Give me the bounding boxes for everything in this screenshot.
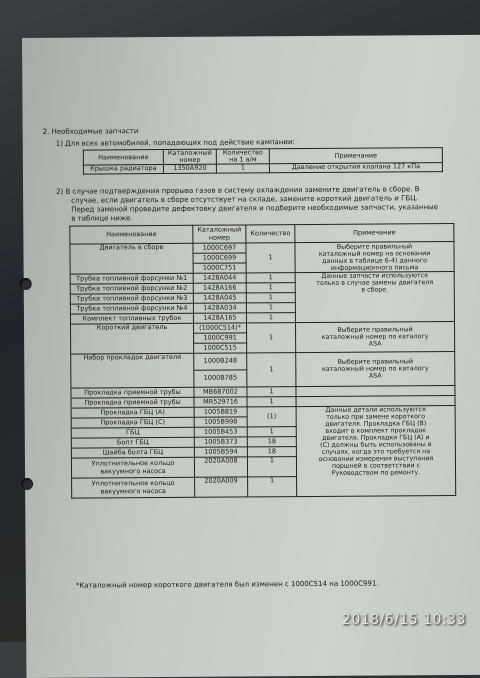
cell-qty: (1) [247, 407, 296, 427]
cell-part: MB687002 [194, 387, 247, 397]
header-cell: Каталожный номер [163, 149, 216, 165]
header-cell: Примечание [269, 148, 442, 165]
cell-name: Двигатель в сборе [70, 243, 193, 274]
cell-qty: 1 [246, 293, 295, 303]
table-row [83, 163, 442, 174]
note-line: Выберите правильный [337, 358, 413, 366]
header-cell: Количество [246, 225, 295, 243]
note-line: информационного письма [330, 263, 419, 272]
subsection-2-line: в таблице ниже. [71, 214, 133, 223]
cell-part: 1428A034 [193, 303, 246, 313]
cell-part: 1000C699 [193, 253, 246, 263]
photo-timestamp: 2018/6/15 10:33 [341, 612, 466, 628]
note-line: случаях, когда это требуется на [321, 448, 431, 456]
cell-name: Уплотнительное кольцо вакуумного насоса [72, 477, 195, 498]
cell-part: 1000C697 [193, 243, 246, 253]
subsection-1: 1) Для всех автомобилей, попадающих под действие кампании: [55, 138, 295, 148]
note-line: каталожный номер по каталогу [321, 365, 429, 373]
subsection-2-line: Перед заменой проведите дефектовку двигателя и подберите необходимые запчасти, указанные [71, 203, 439, 214]
cell-part: 1000C515 [194, 343, 247, 353]
cell-name: Трубка топливной форсунки №1 [70, 273, 193, 284]
note-line: двигателя. Прокладки ГБЦ (А) и [321, 434, 430, 442]
cell-part: 1428A166 [193, 283, 246, 293]
note-line: Выберите правильный [336, 242, 413, 251]
document-page [22, 35, 480, 678]
cell-qty: 1 [216, 164, 269, 173]
cell-part: 2020A008 [194, 457, 247, 477]
note-line: входит в комплект прокладок [325, 427, 427, 435]
note-line: Выберите правильный [337, 326, 413, 334]
cell-part: 1005B819 [194, 407, 247, 417]
cell-qty: 1 [246, 283, 295, 293]
cell-part: 1000B785 [194, 370, 247, 387]
cell-qty: 1 [246, 273, 295, 283]
cell-name: Прокладка ГБЦ (С) [71, 417, 194, 428]
cell-name: Прокладка приемной трубы [71, 387, 194, 398]
subsection-2-line: случае, если двигатель в сборе отсутствует на складе, замените короткий двигатель и ГБЦ. [71, 194, 418, 205]
note-line: основании измерения выступания [318, 455, 434, 463]
table-row [70, 321, 454, 334]
cell-qty: 1 [246, 313, 295, 323]
cell-qty: 18 [247, 437, 296, 447]
cell-part: 1005B594 [194, 447, 247, 457]
note-line: только в случае замены двигателя [316, 279, 434, 287]
cell-qty: 1 [247, 397, 296, 407]
subsection-2-line: 2) В случае подтверждения прорыва газов в систему охлаждения замените двигатель в сборе. В [56, 185, 420, 196]
note-line: двигателя. Прокладка ГБЦ (В) [325, 420, 427, 428]
cell-name: Уплотнительное кольцо вакуумного насоса [71, 457, 194, 478]
cell-part: 1428A165 [193, 313, 246, 323]
cell-part: 1000C991 [194, 333, 247, 343]
cell-part: 2020A009 [195, 477, 248, 497]
cell-note: Давление открытия клапана 127 кПа [269, 163, 442, 172]
cell-part: 1428A044 [193, 273, 246, 283]
note-line: данных в таблице 6-4) данного [322, 256, 427, 265]
cell-name: Комплект топливных трубок [70, 313, 193, 324]
note-line: ASA [368, 340, 382, 348]
cell-name: Прокладка приемной трубы [71, 397, 194, 408]
cell-part: 1350A920 [163, 165, 216, 174]
punch-hole [21, 478, 33, 490]
cell-note [296, 351, 455, 386]
cell-note [295, 241, 454, 272]
cell-part: 1005B998 [194, 417, 247, 427]
table-row [71, 351, 455, 371]
cell-name: Крышка радиатора [83, 165, 163, 174]
cell-qty: 1 [247, 353, 296, 387]
cell-part: 1005B373 [194, 437, 247, 447]
cell-name: Болт ГБЦ [71, 437, 194, 448]
cell-name: Шайба болта ГБЦ [71, 447, 194, 458]
cell-name: Короткий двигатель [70, 323, 193, 354]
note-line: ASA [368, 372, 382, 380]
note-line: каталожный номер на основании [318, 249, 431, 258]
cell-qty: 1 [246, 303, 295, 313]
note-line: в сборе. [361, 286, 389, 294]
cell-qty: 1 [246, 323, 295, 353]
footnote: *Каталожный номер короткого двигателя был изменен с 1000C514 на 1000C991. [75, 579, 379, 590]
note-line: Данные запчасти используются [321, 272, 428, 280]
table-1 [83, 147, 443, 174]
header-cell: Количество на 1 а/м [216, 149, 269, 165]
cell-part: 1000C751 [193, 263, 246, 273]
cell-note [295, 271, 454, 322]
cell-qty: 1 [247, 457, 296, 477]
punch-hole [20, 278, 32, 290]
cell-qty: 1 [247, 387, 296, 397]
cell-name: Прокладка ГБЦ (А) [71, 407, 194, 418]
note-line: каталожный номер по каталогу [321, 333, 429, 341]
cell-part: 1005B453 [194, 427, 247, 437]
cell-part: 1428A045 [193, 293, 246, 303]
table-row [70, 241, 454, 254]
cell-part: (1000C514)* [193, 323, 246, 333]
note-line: (С) должны быть использованы в [320, 441, 432, 449]
cell-qty: 1 [248, 477, 297, 497]
header-cell: Примечание [295, 223, 454, 242]
cell-name: Набор прокладок двигателя [71, 353, 194, 388]
cell-name: ГБЦ [71, 427, 194, 438]
cell-name: Трубка топливной форсунки №3 [70, 293, 193, 304]
note-line: Данные детали используются [325, 406, 426, 414]
note-line: поршней в соответствии с [331, 462, 421, 470]
cell-qty: 1 [246, 243, 295, 273]
note-line: только при замене короткого [326, 413, 426, 421]
note-line: Руководством по ремонту. [331, 469, 421, 477]
cell-note [295, 321, 454, 352]
section-title: 2. Необходимые запчасти [42, 127, 139, 136]
header-cell: Наименование [83, 150, 163, 166]
table-row [71, 405, 455, 418]
cell-note [296, 405, 456, 496]
table-2 [69, 223, 456, 499]
cell-name: Трубка топливной форсунки №2 [70, 283, 193, 294]
header-cell: Наименование [70, 225, 193, 244]
cell-qty: 1 [247, 427, 296, 437]
cell-part: MR529716 [194, 397, 247, 407]
header-cell: Каталожный номер [193, 225, 246, 243]
cell-name: Трубка топливной форсунки №4 [70, 303, 193, 314]
cell-qty: 18 [247, 447, 296, 457]
cell-part: 1000B248 [194, 353, 247, 370]
